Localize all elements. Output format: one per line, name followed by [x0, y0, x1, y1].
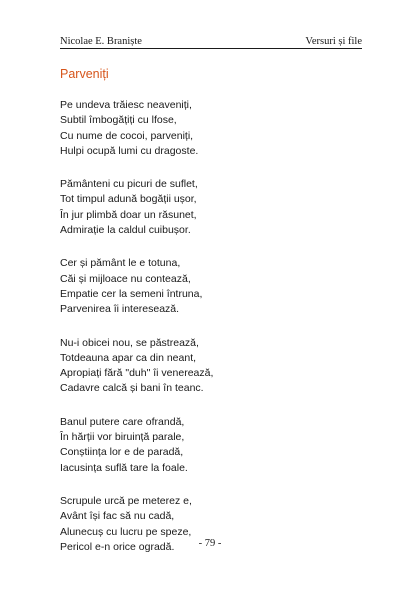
verse-line: Pericol e-n orice ogradă. [60, 540, 175, 553]
verse-line: Scrupule urcă pe meterez e, [60, 494, 192, 507]
verse-line: Cadavre calcă și bani în teanc. [60, 382, 204, 395]
verse-line: Nu-i obicei nou, se păstrează, [60, 336, 199, 349]
verse-line: Hulpi ocupă lumi cu dragoste. [60, 144, 199, 157]
verse-line: În jur plimbă doar un răsunet, [60, 208, 197, 221]
verse-line: Alunecuș cu lucru pe speze, [60, 525, 192, 538]
header-book-title: Versuri și file [305, 36, 362, 47]
verse-line: Pământeni cu picuri de suflet, [60, 178, 198, 191]
verse-line: Apropiați fără "duh" îi venerează, [60, 367, 214, 380]
verse-line: Subtil îmbogățiți cu lfose, [60, 114, 177, 127]
stanza-4 [60, 336, 380, 397]
header-rule [60, 48, 362, 49]
verse-line: Cer și pământ le e totuna, [60, 257, 181, 270]
verse-line: Empatie cer la semeni întruna, [60, 287, 203, 300]
stanza-3 [60, 256, 380, 317]
stanza-5 [60, 415, 380, 476]
verse-line: Pe undeva trăiesc neaveniți, [60, 99, 192, 111]
running-header [60, 35, 362, 49]
verse-line: Banul putere care ofrandă, [60, 415, 185, 428]
poem-body [60, 98, 380, 573]
poem-title: Parveniți [60, 67, 109, 81]
verse-line: Conștiința lor e de paradă, [60, 446, 184, 459]
verse-line: Admirație la caldul cuibușor. [60, 224, 191, 237]
header-author: Nicolae E. Braniște [60, 36, 142, 47]
verse-line: Căi și mijloace nu contează, [60, 272, 191, 285]
verse-line: Parvenirea îi interesează. [60, 303, 180, 316]
stanza-2 [60, 177, 380, 238]
page-number: - 79 - [198, 538, 222, 549]
verse-line: În hărții vor biruință parale, [60, 431, 185, 444]
verse-line: Iacusința suflă tare la foale. [60, 461, 188, 474]
verse-line: Totdeauna apar ca din neant, [60, 351, 197, 364]
verse-line: Cu nume de cocoi, parveniți, [60, 129, 194, 142]
verse-line: Avânt își fac să nu cadă, [60, 510, 175, 523]
stanza-1 [60, 98, 380, 159]
verse-line: Tot timpul adună bogății ușor, [60, 193, 197, 206]
